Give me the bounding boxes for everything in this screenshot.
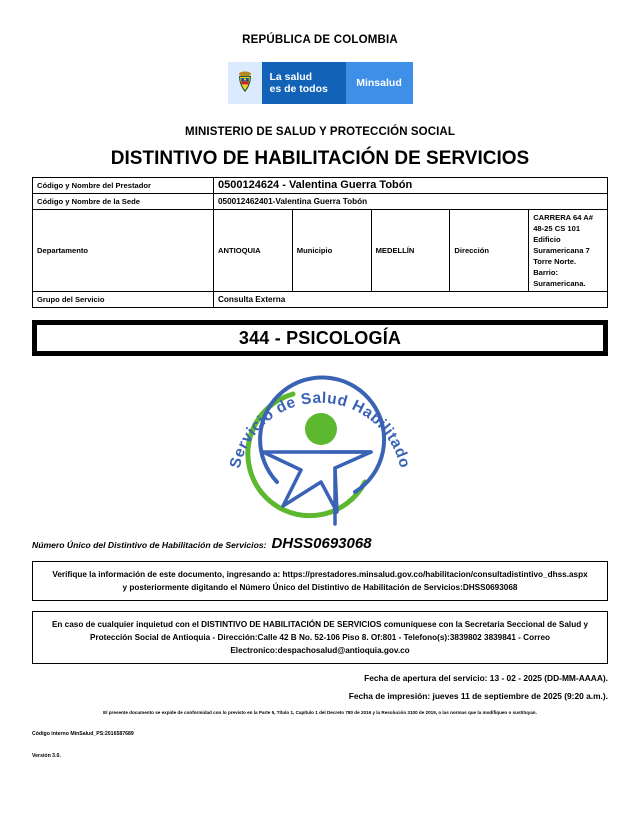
provider-code-label: Código y Nombre del Prestador	[33, 178, 214, 194]
print-date: Fecha de impresión: jueves 11 de septiembre de 2025 (9:20 a.m.).	[348, 691, 608, 701]
minsalud-brand: Minsalud	[346, 62, 413, 104]
colombia-coat-of-arms-icon	[228, 62, 262, 104]
slogan-line-2: es de todos	[269, 83, 328, 95]
opening-date: Fecha de apertura del servicio: 13 - 02 - 2025 (DD-MM-AAAA).	[364, 673, 608, 683]
service-group-value: Consulta Externa	[214, 292, 608, 308]
verify-note-box	[32, 561, 608, 601]
departamento-label: Departamento	[33, 210, 214, 292]
municipio-label: Municipio	[292, 210, 371, 292]
document-version: Versión 3.0.	[32, 753, 61, 759]
habilitation-seal-wrapper	[0, 364, 640, 529]
unique-number-row	[32, 535, 608, 552]
direccion-value: CARRERA 64 A# 48-25 CS 101 Edificio Suramericana 7 Torre Norte. Barrio: Suramericana.	[529, 210, 608, 292]
ministry-heading: MINISTERIO DE SALUD Y PROTECCIÓN SOCIAL	[185, 126, 455, 138]
seal-text: Servicio de Salud Habilitado	[226, 389, 414, 471]
verify-line-2: y posteriormente digitando el Número Único del Distintivo de Habilitación de Servicios:DHSS0693068	[122, 583, 518, 592]
minsalud-slogan	[262, 62, 346, 104]
contact-line-2: Protección Social de Antioquia - Dirección:Calle 42 B No. 52-106 Piso 8. Of:801 - Telefono(s):3839802 3839841 - Correo	[89, 633, 551, 642]
service-banner-text: 344 - PSICOLOGÍA	[238, 327, 402, 348]
contact-line-1: En caso de cualquier inquietud con el DISTINTIVO DE HABILITACIÓN DE SERVICIOS comuníquese con la Secretaria Seccional de Salud y	[51, 620, 589, 629]
minsalud-logo	[228, 62, 413, 104]
direccion-label: Dirección	[450, 210, 529, 292]
verify-line-1: Verifique la información de este documento, ingresando a: https://prestadores.minsalud.gov.co/habilitacion/consultadistintivo_dhss.aspx	[52, 570, 588, 579]
unique-number-value: DHSS0693068	[271, 535, 372, 552]
provider-info-table	[32, 177, 608, 308]
departamento-value: ANTIOQUIA	[214, 210, 293, 292]
site-code-value: 050012462401-Valentina Guerra Tobón	[214, 194, 608, 210]
municipio-value: MEDELLÍN	[371, 210, 450, 292]
legal-notice: El presente documento se expide de conformidad con lo previsto en la Parte 5, Título 1, Capítulo 1 del Decreto 780 de 2016 y la Resolución 3100 de 2019, o las normas que la modifiquen o sustituyan.	[103, 710, 537, 715]
provider-code-value: 0500124624 - Valentina Guerra Tobón	[214, 178, 608, 194]
service-banner	[32, 320, 608, 356]
minsalud-logo-wrapper	[0, 62, 640, 104]
slogan-line-1: La salud	[269, 71, 313, 83]
table-row	[33, 194, 608, 210]
servicio-de-salud-habilitado-seal-icon	[215, 364, 425, 529]
table-row	[33, 178, 608, 194]
service-group-label: Grupo del Servicio	[33, 292, 214, 308]
page-title: DISTINTIVO DE HABILITACIÓN DE SERVICIOS	[110, 148, 530, 169]
republic-heading: REPÚBLICA DE COLOMBIA	[242, 34, 398, 46]
site-code-label: Código y Nombre de la Sede	[33, 194, 214, 210]
table-row	[33, 210, 608, 292]
contact-note-box	[32, 611, 608, 664]
contact-line-3: Electronico:despachosalud@antioquia.gov.co	[230, 646, 410, 655]
dates-block	[32, 673, 608, 701]
table-row	[33, 292, 608, 308]
unique-number-label: Número Único del Distintivo de Habilitación de Servicios:	[32, 540, 267, 550]
internal-code: Código interno MinSalud_PS:2016587689	[32, 731, 134, 737]
